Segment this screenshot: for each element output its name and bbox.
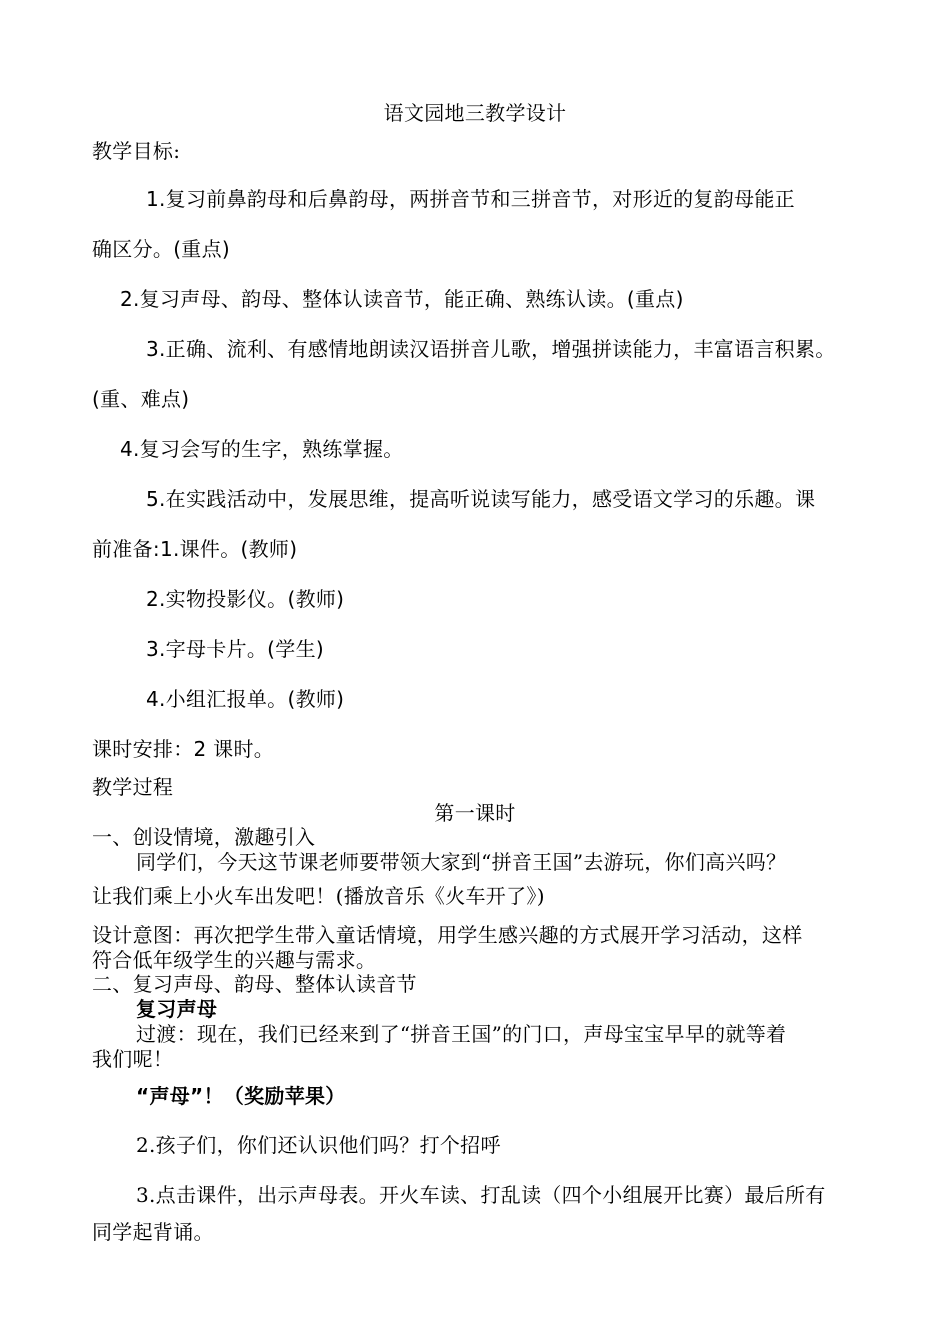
objectives-heading: 教学目标: bbox=[92, 139, 181, 163]
objective-1-line-2: 确区分。(重点) bbox=[92, 237, 231, 261]
lesson-1-title: 第一课时 bbox=[434, 801, 516, 825]
objective-5-line-1: 5.在实践活动中，发展思维，提高听说读写能力，感受语文学习的乐趣。课 bbox=[146, 487, 816, 511]
section-1-paragraph-line-2: 让我们乘上小火车出发吧！(播放音乐《火车开了》) bbox=[92, 884, 545, 908]
section-2-heading: 二、复习声母、韵母、整体认读音节 bbox=[92, 972, 417, 996]
preparation-3: 3.字母卡片。(学生) bbox=[146, 637, 324, 661]
preparation-4: 4.小组汇报单。(教师) bbox=[146, 687, 345, 711]
item-1: “声母”！（奖励苹果） bbox=[136, 1084, 346, 1108]
item-3-line-2: 同学起背诵。 bbox=[92, 1220, 214, 1244]
section-1-heading: 一、创设情境，激趣引入 bbox=[92, 825, 316, 849]
objective-4: 4.复习会写的生字，熟练掌握。 bbox=[120, 437, 404, 461]
item-3-line-1: 3.点击课件，出示声母表。开火车读、打乱读（四个小组展开比赛）最后所有 bbox=[136, 1183, 826, 1207]
section-1-paragraph-line-1: 同学们，今天这节课老师要带领大家到“拼音王国”去游玩，你们高兴吗？ bbox=[136, 850, 787, 874]
design-intent-line-1: 设计意图：再次把学生带入童话情境，用学生感兴趣的方式展开学习活动，这样 bbox=[92, 923, 803, 947]
process-heading: 教学过程 bbox=[92, 775, 174, 799]
design-intent-line-2: 符合低年级学生的兴趣与需求。 bbox=[92, 948, 377, 972]
schedule: 课时安排：2 课时。 bbox=[92, 737, 275, 761]
objective-1-line-1: 1.复习前鼻韵母和后鼻韵母，两拼音节和三拼音节，对形近的复韵母能正 bbox=[146, 187, 795, 211]
objective-5-line-2: 前准备:1.课件。(教师) bbox=[92, 537, 298, 561]
objective-3-line-1: 3.正确、流利、有感情地朗读汉语拼音儿歌，增强拼读能力，丰富语言积累。 bbox=[146, 337, 836, 361]
item-2: 2.孩子们，你们还认识他们吗？打个招呼 bbox=[136, 1133, 501, 1157]
subsection-heading: 复习声母 bbox=[136, 997, 218, 1021]
document-title: 语文园地三教学设计 bbox=[383, 101, 567, 125]
transition-line-1: 过渡：现在，我们已经来到了“拼音王国”的门口，声母宝宝早早的就等着 bbox=[136, 1022, 787, 1046]
objective-2: 2.复习声母、韵母、整体认读音节，能正确、熟练认读。(重点) bbox=[120, 287, 684, 311]
preparation-2: 2.实物投影仪。(教师) bbox=[146, 587, 345, 611]
objective-3-line-2: (重、难点) bbox=[92, 387, 190, 411]
transition-line-2: 我们呢！ bbox=[92, 1047, 174, 1071]
